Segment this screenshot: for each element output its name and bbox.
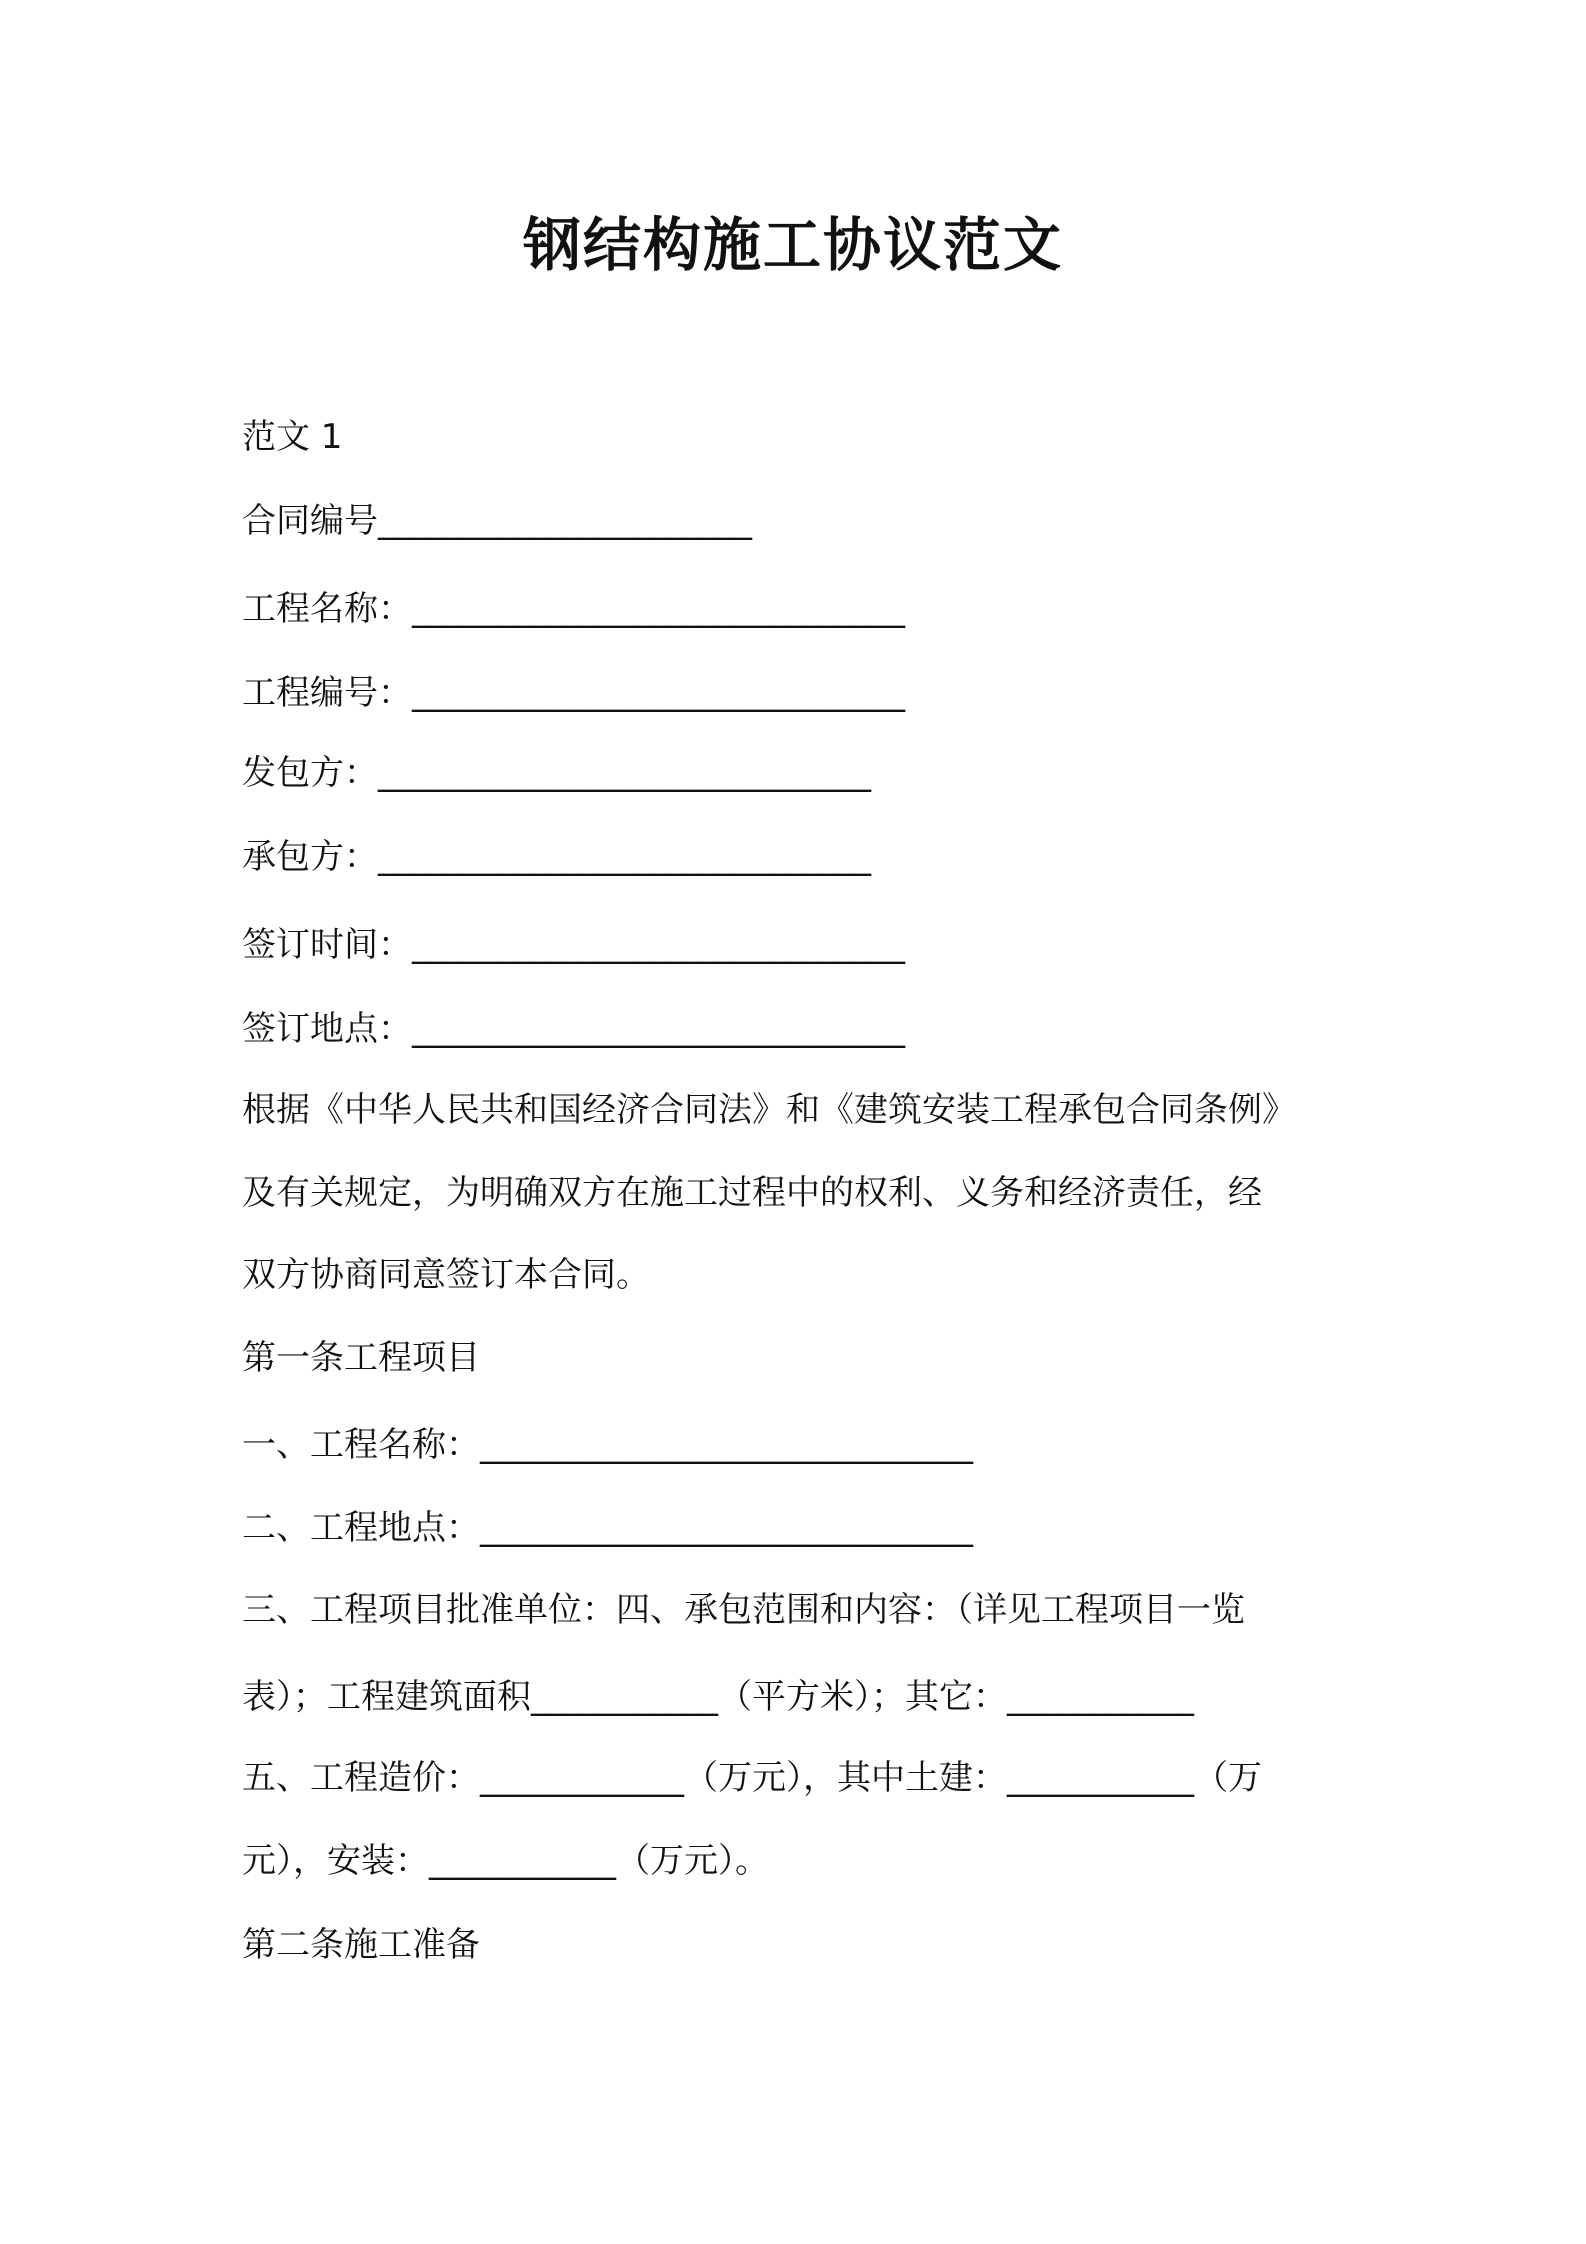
preamble-line-3: 双方协商同意签订本合同。 xyxy=(242,1255,650,1295)
item-4-building-area: 表）；工程建筑面积___________（平方米）；其它：___________ xyxy=(242,1677,1194,1717)
contractor-field: 承包方：_____________________________ xyxy=(242,837,871,877)
preamble-line-1: 根据《中华人民共和国经济合同法》和《建筑安装工程承包合同条例》 xyxy=(242,1090,1296,1130)
item-1-project-name: 一、工程名称：_____________________________ xyxy=(242,1425,973,1465)
item-2-project-location: 二、工程地点：_____________________________ xyxy=(242,1508,973,1548)
contract-number-field: 合同编号______________________ xyxy=(242,501,752,541)
employer-field: 发包方：_____________________________ xyxy=(242,753,871,793)
preamble-line-2: 及有关规定，为明确双方在施工过程中的权利、义务和经济责任，经 xyxy=(242,1173,1262,1213)
signing-date-field: 签订时间：_____________________________ xyxy=(242,925,905,965)
article-1-heading: 第一条工程项目 xyxy=(242,1338,480,1378)
item-3-4-approval-scope: 三、工程项目批准单位：四、承包范围和内容：（详见工程项目一览 xyxy=(242,1590,1245,1630)
document-title: 钢结构施工协议范文 xyxy=(522,211,1063,279)
item-5-project-cost: 五、工程造价：____________（万元），其中土建：___________（万 xyxy=(242,1758,1262,1798)
article-2-heading: 第二条施工准备 xyxy=(242,1925,480,1965)
item-5-installation-cost: 元），安装：___________（万元）。 xyxy=(242,1841,769,1881)
signing-place-field: 签订地点：_____________________________ xyxy=(242,1009,905,1049)
project-number-field: 工程编号：_____________________________ xyxy=(242,673,905,713)
section-heading-sample-1: 范文 1 xyxy=(242,417,343,457)
project-name-field: 工程名称：_____________________________ xyxy=(242,589,905,629)
